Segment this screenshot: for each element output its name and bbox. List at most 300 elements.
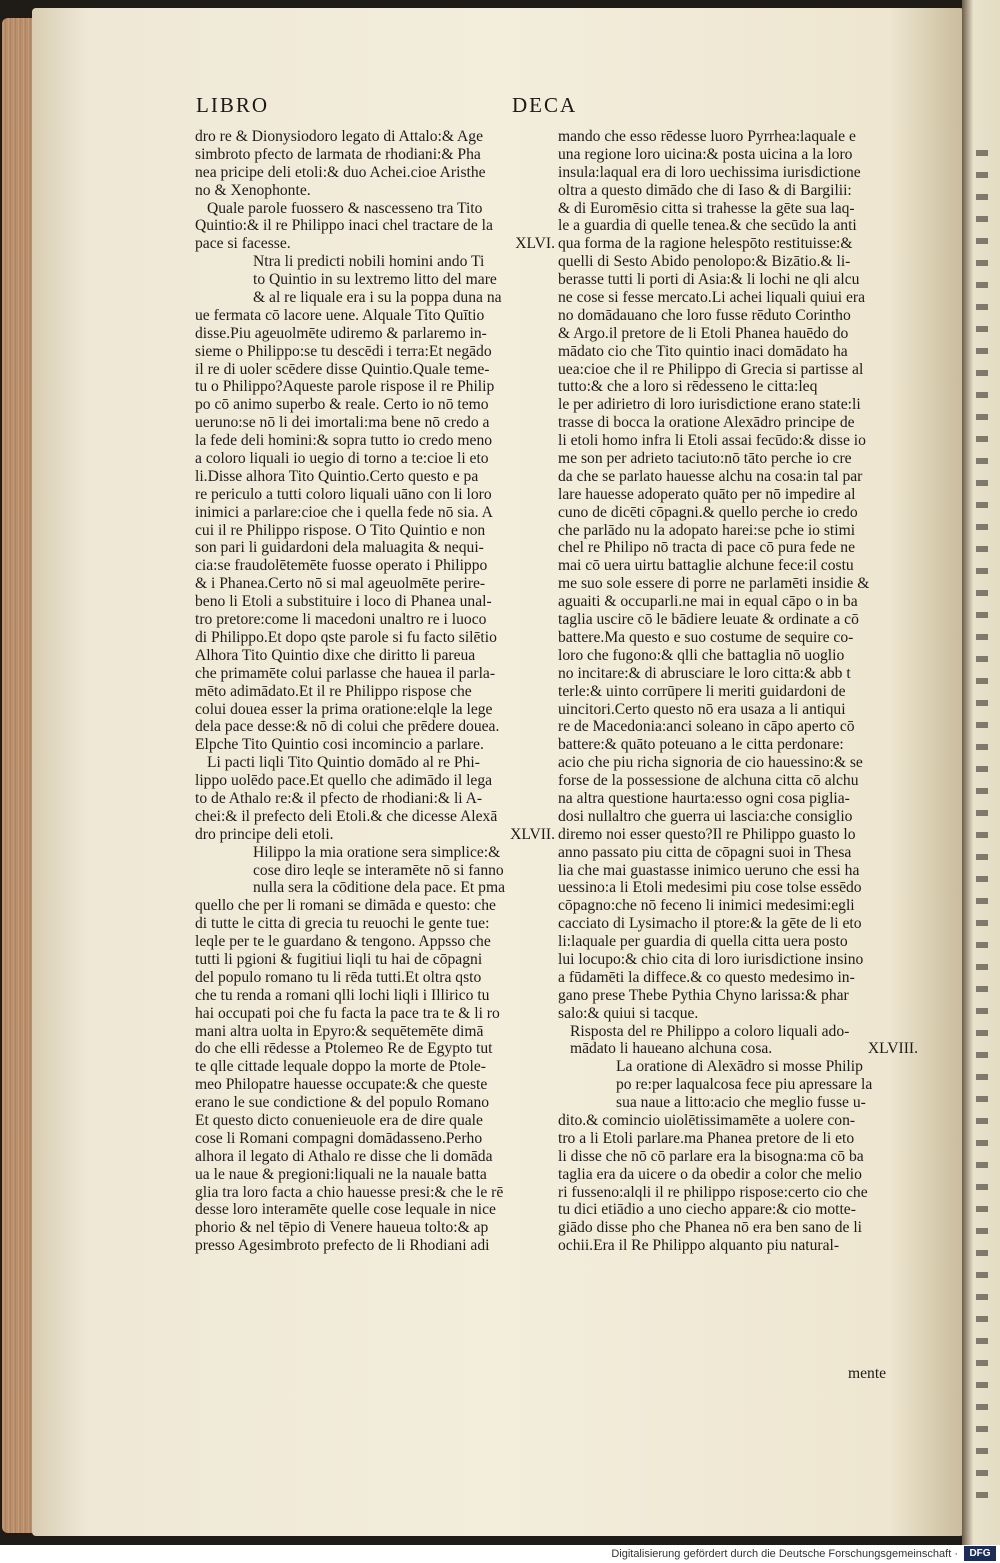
adjacent-page-text: [976, 1162, 988, 1168]
line-text: erano le sue condictione & del populo Romano: [195, 1094, 490, 1112]
text-line: [558, 629, 918, 647]
line-text: Elpche Tito Quintio cosi incomincio a parlare.: [195, 736, 484, 754]
line-text: anno passato piu citta de cōpagni suoi in Thesa: [558, 843, 852, 861]
line-text: una regione loro uicina:& posta uicina a la loro: [558, 145, 853, 163]
line-text: mani altra uolta in Epyro:& sequētemēte dimā: [195, 1022, 484, 1040]
adjacent-page-text: [976, 1470, 988, 1476]
text-line: [558, 235, 918, 253]
adjacent-page-text: [976, 700, 988, 706]
line-text: colui douea esser la prima oratione:elqle la lege: [195, 700, 493, 718]
line-text: presso Agesimbroto prefecto de li Rhodiani adi: [195, 1237, 490, 1255]
text-line: [195, 790, 555, 808]
text-line: [558, 647, 918, 665]
line-text: forse de la possessione de alchuna citta cō alchu: [558, 772, 859, 790]
adjacent-page-text: [976, 282, 988, 288]
chapter-number: XLVI.: [515, 235, 555, 253]
chapter-number: XLVIII.: [867, 1040, 918, 1058]
text-line: [558, 128, 918, 146]
line-text: di tutte le citta di grecia tu reuochi le gente tue:: [195, 915, 490, 933]
line-text: tro pretore:come li macedoni unaltro re i luoco: [195, 611, 487, 629]
text-line: [558, 754, 918, 772]
text-line: [195, 1201, 555, 1219]
adjacent-page-text: [976, 1382, 988, 1388]
text-line: [195, 128, 555, 146]
text-line: [558, 665, 918, 683]
line-text: tro a li Etoli parlare.ma Phanea pretore de li eto: [558, 1129, 855, 1147]
line-text: ue fermata cō lacore uene. Alquale Tito Quītio: [195, 306, 485, 324]
text-line: [195, 844, 555, 862]
adjacent-page-text: [976, 722, 988, 728]
text-line: [558, 1166, 918, 1184]
line-text: giādo disse pho che Phanea nō era ben sano de li: [558, 1219, 862, 1237]
adjacent-page-text: [976, 1140, 988, 1146]
adjacent-page-text: [976, 920, 988, 926]
line-text: di Philippo.Et dopo qste parole si fu facto silētio: [195, 628, 497, 646]
line-text: insula:laqual era di loro uechissima iurisdictione: [558, 163, 861, 181]
line-text: inimici a parlare:cioe che i quella fede nō sia. A: [195, 503, 493, 521]
adjacent-page-text: [976, 172, 988, 178]
adjacent-page-text: [976, 1118, 988, 1124]
digitization-credit: Digitalisierung gefördert durch die Deutsche Forschungsgemeinschaft ·: [611, 1548, 958, 1560]
text-line: [558, 200, 918, 218]
text-line: [558, 826, 918, 844]
line-text: cose li Romani compagni domādasseno.Perho: [195, 1129, 483, 1147]
text-line: [195, 1237, 555, 1255]
text-line: [558, 146, 918, 164]
text-line: [195, 289, 555, 307]
line-text: mai cō uera uirtu battaglie alchune fece:il costu: [558, 557, 854, 575]
text-line: [195, 146, 555, 164]
line-text: quello che per li romani se dimāda e questo: che: [195, 897, 496, 915]
line-text: na altra questione haurta:esso ogni cosa piglia-: [558, 789, 850, 807]
text-line: [195, 647, 555, 665]
line-text: battere:& quāto poteuano a le citta perdonare:: [558, 736, 844, 754]
adjacent-page-text: [976, 1316, 988, 1322]
adjacent-page-text: [976, 634, 988, 640]
text-line: [558, 987, 918, 1005]
line-text: simbroto pfecto de larmata de rhodiani:& Pha: [195, 145, 481, 163]
line-text: dro re & Dionysiodoro legato di Attalo:& Age: [195, 128, 484, 145]
adjacent-page-text: [976, 612, 988, 618]
text-line: [195, 504, 555, 522]
line-text: Ntra li predicti nobili homini ando Ti: [253, 253, 485, 271]
line-text: berasse tutti li porti di Asia:& li lochi ne qli alcu: [558, 271, 860, 289]
adjacent-page-text: [976, 854, 988, 860]
dfg-logo: DFG: [964, 1546, 996, 1561]
adjacent-page-text: [976, 964, 988, 970]
text-line: [558, 933, 918, 951]
line-text: chel re Philipo nō tracta di pace cō pura fede ne: [558, 539, 856, 557]
text-line: [558, 862, 918, 880]
text-line: [195, 414, 555, 432]
text-line: [195, 665, 555, 683]
text-line: [195, 754, 555, 772]
text-line: [558, 575, 918, 593]
text-line: [558, 915, 918, 933]
left-text-column: [195, 128, 555, 1255]
text-line: [558, 432, 918, 450]
text-line: [558, 361, 918, 379]
line-text: dito.& comincio uiolētissimamēte a uolere con-: [558, 1111, 856, 1129]
text-line: [558, 1237, 918, 1255]
line-text: mādato cio che Tito quintio inaci domādato ha: [558, 342, 848, 360]
adjacent-page-text: [976, 150, 988, 156]
adjacent-page-text: [976, 392, 988, 398]
line-text: a coloro liquali io uegio di torno a te:cioe li eto: [195, 450, 489, 468]
adjacent-page-text: [976, 1338, 988, 1344]
line-text: no & Xenophonte.: [195, 181, 311, 199]
adjacent-page-edge: [962, 0, 1000, 1545]
text-line: [195, 611, 555, 629]
line-text: & Argo.il pretore de li Etoli Phanea hauēdo do: [558, 324, 849, 342]
text-line: [558, 951, 918, 969]
text-line: [195, 1148, 555, 1166]
text-line: [195, 1094, 555, 1112]
text-line: [558, 593, 918, 611]
line-text: tutto:& che a loro si rēdesseno le citta:leq: [558, 378, 818, 396]
text-line: [195, 271, 555, 289]
line-text: me suo sole essere di porre ne parlamēti insidie &: [558, 575, 870, 593]
adjacent-page-text: [976, 1360, 988, 1366]
line-text: del populo romano tu li rēda tutti.Et oltra qsto: [195, 968, 482, 986]
adjacent-page-text: [976, 1052, 988, 1058]
line-text: che tu renda a romani qlli lochi liqli i Illirico tu: [195, 986, 490, 1004]
text-line: [558, 844, 918, 862]
text-line: [195, 1219, 555, 1237]
line-text: mēto adimādato.Et il re Philippo rispose che: [195, 682, 472, 700]
line-text: to Quintio in su lextremo litto del mare: [253, 271, 497, 289]
text-line: [195, 718, 555, 736]
text-line: [195, 736, 555, 754]
line-text: chei:& il prefecto deli Etoli.& che dicesse Alexā: [195, 807, 498, 825]
line-text: trasse di bocca la oratione Alexādro principe de: [558, 414, 855, 432]
adjacent-page-text: [976, 1448, 988, 1454]
line-text: & al re liquale era i su la poppa duna na: [253, 289, 502, 307]
text-line: [195, 879, 555, 897]
adjacent-page-text: [976, 1074, 988, 1080]
text-line: [558, 271, 918, 289]
text-line: [558, 897, 918, 915]
text-line: [558, 164, 918, 182]
line-text: pace si facesse.: [195, 235, 291, 253]
text-line: [558, 1219, 918, 1237]
text-line: [195, 701, 555, 719]
text-line: [195, 575, 555, 593]
line-text: & di Euromēsio citta si trahesse la gēte sua laq-: [558, 199, 855, 217]
line-text: li etoli homo infra li Etoli assai fecūdo:& disse io: [558, 432, 866, 450]
line-text: sua naue a litto:acio che meglio fusse u-: [616, 1094, 866, 1112]
line-text: salo:& quiui si tacque.: [558, 1004, 699, 1022]
text-line: [195, 862, 555, 880]
text-line: [195, 1166, 555, 1184]
adjacent-page-text: [976, 568, 988, 574]
line-text: lare hauesse adoperato quāto per nō impedire al: [558, 485, 856, 503]
text-line: [558, 468, 918, 486]
text-line: [558, 307, 918, 325]
line-text: acio che piu richa signoria de cio hauessino:& se: [558, 754, 863, 772]
text-line: [195, 164, 555, 182]
text-line: [195, 1184, 555, 1202]
line-text: ochii.Era il Re Philippo alquanto piu natural-: [558, 1237, 840, 1255]
line-text: le per adirietro di loro iurisdictione erano state:li: [558, 396, 861, 414]
line-text: Li pacti liqli Tito Quintio domādo al re Phi-: [207, 754, 480, 772]
line-text: da che se parlato hauesse alchu na cosa:in tal par: [558, 467, 863, 485]
line-text: re de Macedonia:anci soleano in cāpo aperto cō: [558, 718, 855, 736]
text-line: [195, 325, 555, 343]
line-text: Quale parole fuossero & nascesseno tra Tito: [207, 199, 483, 217]
text-line: [195, 486, 555, 504]
text-line: [558, 1058, 918, 1076]
line-text: nulla sera la cōditione dela pace. Et pma: [253, 879, 505, 897]
line-text: re periculo a tutti coloro liquali uāno con li loro: [195, 485, 492, 503]
text-line: [195, 1058, 555, 1076]
line-text: no domādauano che loro fusse rēduto Corintho: [558, 306, 851, 324]
line-text: dro principe deli etoli.: [195, 825, 334, 843]
text-line: [558, 414, 918, 432]
adjacent-page-text: [976, 876, 988, 882]
line-text: gano prese Thebe Pythia Chyno larissa:& phar: [558, 986, 849, 1004]
text-line: [558, 969, 918, 987]
line-text: ne cose si fesse mercato.Li achei liquali quiui era: [558, 289, 865, 307]
adjacent-page-text: [976, 304, 988, 310]
adjacent-page-text: [976, 832, 988, 838]
text-line: [195, 361, 555, 379]
text-line: [558, 450, 918, 468]
text-line: [195, 1112, 555, 1130]
adjacent-page-text: [976, 986, 988, 992]
text-line: [195, 826, 555, 844]
adjacent-page-text: [976, 1030, 988, 1036]
text-line: [558, 683, 918, 701]
adjacent-page-text: [976, 810, 988, 816]
text-line: [195, 378, 555, 396]
adjacent-page-text: [976, 238, 988, 244]
text-line: [195, 951, 555, 969]
text-line: [558, 1023, 918, 1041]
adjacent-page-text: [976, 546, 988, 552]
running-head-right: DECA: [512, 93, 578, 117]
text-line: [195, 217, 555, 235]
text-line: [558, 1094, 918, 1112]
text-line: [195, 683, 555, 701]
line-text: alhora il legato di Athalo re disse che li domāda: [195, 1147, 493, 1165]
line-text: ueruno:se nō li dei imortali:ma bene nō credo a: [195, 414, 490, 432]
line-text: li disse che nō cō parlare era la bisogna:ma cō ba: [558, 1147, 864, 1165]
adjacent-page-text: [976, 1492, 988, 1498]
line-text: beno li Etoli a substituire i loco di Phanea unal-: [195, 593, 492, 611]
text-line: [558, 504, 918, 522]
text-line: [558, 611, 918, 629]
line-text: Risposta del re Philippo a coloro liquali ado-: [570, 1022, 850, 1040]
text-line: [558, 396, 918, 414]
text-line: [195, 432, 555, 450]
text-line: [558, 736, 918, 754]
line-text: diremo noi esser questo?Il re Philippo guasto lo: [558, 825, 856, 843]
text-line: [558, 701, 918, 719]
adjacent-page-text: [976, 1294, 988, 1300]
line-text: uincitori.Certo questo nō era usaza a li antiqui: [558, 700, 846, 718]
line-text: aguaiti & occuparli.ne mai in equal cāpo o in ba: [558, 593, 858, 611]
line-text: desse loro interamēte quelle cose lequale in nice: [195, 1201, 496, 1219]
line-text: sieme o Philippo:se tu descēdi i terra:Et negādo: [195, 342, 492, 360]
text-line: [195, 200, 555, 218]
line-text: to de Athalo re:& il pfecto de rhodiani:& li A-: [195, 789, 483, 807]
text-line: [558, 790, 918, 808]
line-text: Et questo dicto conuenieuole era de dire quale: [195, 1111, 483, 1129]
text-line: [558, 522, 918, 540]
line-text: te qlle cittade lequale doppo la morte de Ptole-: [195, 1058, 486, 1076]
adjacent-page-text: [976, 370, 988, 376]
text-line: [195, 629, 555, 647]
line-text: cose diro leqle se interamēte nō si fanno: [253, 861, 504, 879]
line-text: battere.Ma questo e suo costume de sequire co-: [558, 628, 854, 646]
text-line: [558, 879, 918, 897]
line-text: phorio & nel tēpio di Venere haueua tolto:& ap: [195, 1219, 489, 1237]
text-line: [195, 253, 555, 271]
text-line: [195, 468, 555, 486]
text-line: [195, 522, 555, 540]
line-text: leqle per te le guardano & tengono. Appsso che: [195, 933, 491, 951]
adjacent-page-text: [976, 414, 988, 420]
text-line: [195, 1076, 555, 1094]
line-text: cui il re Philippo rispose. O Tito Quintio e non: [195, 521, 486, 539]
adjacent-page-text: [976, 1228, 988, 1234]
adjacent-page-text: [976, 744, 988, 750]
line-text: & i Phanea.Certo nō si mal ageuolmēte perire-: [195, 575, 486, 593]
adjacent-page-text: [976, 260, 988, 266]
catchword: mente: [848, 1365, 887, 1382]
text-line: [558, 1201, 918, 1219]
line-text: glia tra loro facta a chio hauesse presi:& che le rē: [195, 1183, 504, 1201]
line-text: Alhora Tito Quintio dixe che diritto li pareua: [195, 646, 476, 664]
line-text: do che elli rēdesse a Ptolemeo Re de Egypto tut: [195, 1040, 493, 1058]
text-line: [558, 325, 918, 343]
text-line: [558, 1184, 918, 1202]
right-text-column: [558, 128, 918, 1255]
line-text: meo Philopatre hauesse occupate:& che queste: [195, 1076, 488, 1094]
line-text: Hilippo la mia oratione sera simplice:&: [253, 843, 501, 861]
adjacent-page-text: [976, 1272, 988, 1278]
line-text: loro che fugono:& qlli che battaglia nō uoglio: [558, 646, 845, 664]
text-line: [195, 987, 555, 1005]
line-text: li:laquale per guardia di quella citta uera posto: [558, 933, 848, 951]
line-text: a fūdamēti la diffece.& co questo medesimo in-: [558, 968, 855, 986]
text-line: [195, 235, 555, 253]
line-text: dosi nullaltro che guerra ui lascia:che consiglio: [558, 807, 853, 825]
text-line: [558, 1040, 918, 1058]
text-line: [195, 343, 555, 361]
text-line: [195, 1040, 555, 1058]
text-line: [558, 253, 918, 271]
line-text: Quintio:& il re Philippo inaci chel tractare de la: [195, 217, 493, 235]
line-text: le a guardia di quelle tenea.& che secūdo la anti: [558, 217, 857, 235]
line-text: lui locupo:& chio cita di loro iurisdictione insino: [558, 950, 864, 968]
text-line: [195, 772, 555, 790]
adjacent-page-text: [976, 480, 988, 486]
line-text: lia che mai guastasse inimico ueruno che essi ha: [558, 861, 860, 879]
adjacent-page-text: [976, 524, 988, 530]
line-text: oltra a questo dimādo che di Iaso & di Bargilii:: [558, 181, 852, 199]
adjacent-page-text: [976, 766, 988, 772]
line-text: hai occupati poi che fu facta la pace tra te & li ro: [195, 1004, 500, 1022]
text-line: [558, 539, 918, 557]
line-text: taglia era da uicere o da obedir a color che melio: [558, 1165, 862, 1183]
line-text: nea pricipe deli etoli:& duo Achei.cioe Aristhe: [195, 163, 486, 181]
text-line: [558, 772, 918, 790]
line-text: il re di uoler scēdere disse Quintio.Quale teme-: [195, 360, 490, 378]
running-head-left: LIBRO: [196, 93, 269, 117]
text-line: [558, 1005, 918, 1023]
adjacent-page-text: [976, 1426, 988, 1432]
line-text: me son per adrieto taciuto:nō tāto perche io cre: [558, 450, 852, 468]
line-text: ri fusseno:alqli il re philippo rispose:certo cio che: [558, 1183, 868, 1201]
adjacent-page-text: [976, 348, 988, 354]
line-text: cuno de dicēti cōpagni.& quello perche io credo: [558, 503, 858, 521]
line-text: tu dici etiādio a uno ciecho appare:& cio motte-: [558, 1201, 856, 1219]
text-line: [195, 1130, 555, 1148]
line-text: dela pace desse:& nō di colui che prēdere douea.: [195, 718, 500, 736]
text-line: [558, 486, 918, 504]
text-line: [558, 217, 918, 235]
line-text: taglia uscire cō le bādiere leuate & ordinate a cō: [558, 611, 859, 629]
text-line: [558, 182, 918, 200]
line-text: mādato li haueano alchuna cosa.: [570, 1040, 773, 1058]
adjacent-page-text: [976, 1184, 988, 1190]
text-line: [195, 182, 555, 200]
line-text: mando che esso rēdesse luoro Pyrrhea:laquale e: [558, 128, 856, 145]
adjacent-page-text: [976, 194, 988, 200]
text-line: [558, 808, 918, 826]
text-line: [195, 915, 555, 933]
adjacent-page-text: [976, 436, 988, 442]
text-line: [558, 1076, 918, 1094]
text-line: [195, 307, 555, 325]
line-text: li.Disse alhora Tito Quintio.Certo questo e pa: [195, 467, 479, 485]
line-text: la fede deli homini:& sopra tutto io credo meno: [195, 432, 493, 450]
text-line: [195, 808, 555, 826]
adjacent-page-text: [976, 1250, 988, 1256]
text-line: [195, 396, 555, 414]
line-text: no incitare:& di abrusciare le loro citta:& abb t: [558, 664, 851, 682]
line-text: tu o Philippo?Aqueste parole rispose il re Philip: [195, 378, 495, 396]
adjacent-page-text: [976, 326, 988, 332]
text-line: [558, 1130, 918, 1148]
line-text: La oratione di Alexādro si mosse Philip: [616, 1058, 863, 1076]
text-line: [558, 1148, 918, 1166]
text-line: [558, 557, 918, 575]
line-text: che primamēte colui parlasse che hauea il parla-: [195, 664, 496, 682]
adjacent-page-text: [976, 216, 988, 222]
adjacent-page-text: [976, 1404, 988, 1410]
line-text: che parlādo nu la adopato harei:se pche io stimi: [558, 521, 856, 539]
adjacent-page-text: [976, 1008, 988, 1014]
adjacent-page-text: [976, 1096, 988, 1102]
line-text: tutti li pgioni & fugitiui liqli tu hai de cōpagni: [195, 950, 483, 968]
line-text: cia:se fraudolētemēte fuosse operato i Philippo: [195, 557, 488, 575]
text-line: [558, 343, 918, 361]
adjacent-page-text: [976, 590, 988, 596]
text-line: [195, 1005, 555, 1023]
text-line: [195, 897, 555, 915]
line-text: qua forma de la ragione helespōto restituisse:&: [558, 235, 853, 253]
text-line: [195, 1023, 555, 1041]
adjacent-page-text: [976, 1206, 988, 1212]
line-text: disse.Piu ageuolmēte udiremo & parlaremo in-: [195, 324, 487, 342]
text-line: [195, 593, 555, 611]
text-line: [195, 450, 555, 468]
text-line: [195, 557, 555, 575]
text-line: [558, 718, 918, 736]
